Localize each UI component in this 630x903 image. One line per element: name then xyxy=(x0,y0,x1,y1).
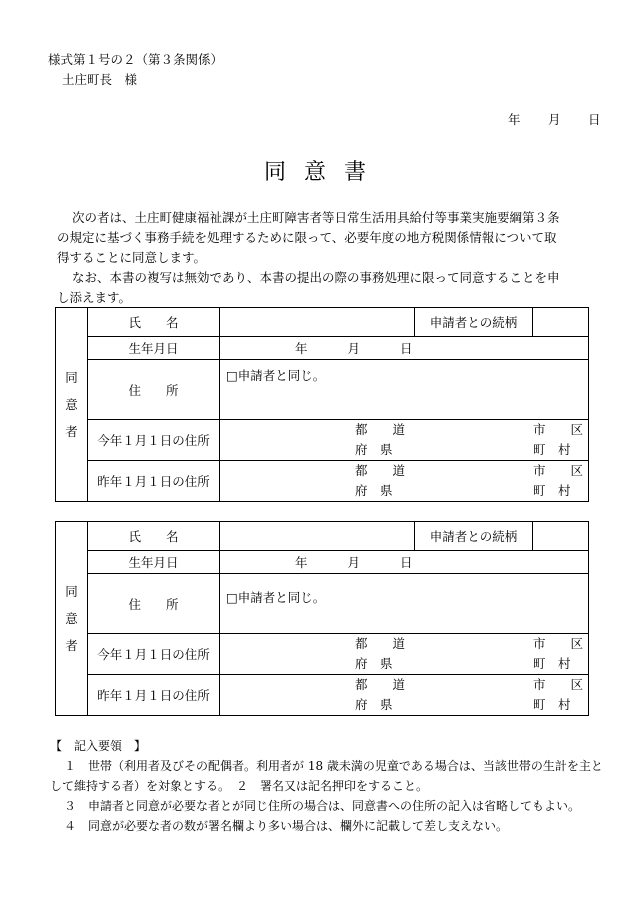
name-field[interactable] xyxy=(220,308,415,337)
this-year-address-label: 今年１月１日の住所 xyxy=(88,634,220,675)
date-month: 月 xyxy=(548,112,561,127)
this-year-address-field[interactable]: 都 道 府 県 市 区 町 村 xyxy=(220,420,589,461)
address-label: 住 所 xyxy=(88,360,220,420)
para2-line2: し添えます。 xyxy=(57,290,132,305)
name-label: 氏 名 xyxy=(88,522,220,551)
date-day: 日 xyxy=(588,112,601,127)
this-year-address-label: 今年１月１日の住所 xyxy=(88,420,220,461)
same-as-applicant-checkbox[interactable]: □申請者と同じ。 xyxy=(226,590,326,605)
last-year-address-label: 昨年１月１日の住所 xyxy=(88,461,220,502)
birth-field[interactable]: 年 月 日 xyxy=(220,337,589,360)
name-label: 氏 名 xyxy=(88,308,220,337)
relation-field[interactable] xyxy=(533,522,589,551)
relation-label: 申請者との続柄 xyxy=(415,522,533,551)
birth-label: 生年月日 xyxy=(88,337,220,360)
same-as-applicant-checkbox[interactable]: □申請者と同じ。 xyxy=(226,368,326,383)
relation-field[interactable] xyxy=(533,308,589,337)
instruction-item-1: １ 世帯（利用者及びその配偶者。利用者が 18 歳未満の児童である場合は、当該世帯の生計を主と xyxy=(64,759,603,773)
birth-field[interactable]: 年 月 日 xyxy=(220,551,589,574)
last-year-address-field[interactable]: 都 道 府 県 市 区 町 村 xyxy=(220,675,589,716)
relation-label: 申請者との続柄 xyxy=(415,308,533,337)
addressee: 土庄町長 様 xyxy=(62,72,138,87)
date-year: 年 xyxy=(508,112,521,127)
instruction-item-4: ４ 同意が必要な者の数が署名欄より多い場合は、欄外に記載して差し支えない。 xyxy=(64,819,509,833)
name-field[interactable] xyxy=(220,522,415,551)
address-label: 住 所 xyxy=(88,574,220,634)
address-field[interactable] xyxy=(220,574,589,634)
consent-paragraph-1 xyxy=(57,208,617,308)
consenter-side-label: 同 意 者 xyxy=(56,308,88,502)
birth-label: 生年月日 xyxy=(88,551,220,574)
page-title: 同意書 xyxy=(263,160,384,185)
para1-line2: の規定に基づく事務手続を処理するために限って、必要年度の地方税関係情報について取 xyxy=(57,230,557,245)
consenter-table-2 xyxy=(55,521,589,716)
para1-line3: 得することに同意します。 xyxy=(57,250,207,265)
instructions xyxy=(50,736,610,836)
para1-line1: 次の者は、土庄町健康福祉課が土庄町障害者等日常生活用具給付等事業実施要綱第３条 xyxy=(72,210,560,225)
form-number: 様式第１号の２（第３条関係） xyxy=(48,52,224,67)
last-year-address-label: 昨年１月１日の住所 xyxy=(88,675,220,716)
instruction-item-1-cont: して維持する者）を対象とする。 ２ 署名又は記名押印をすること。 xyxy=(50,779,429,793)
consenter-side-label: 同 意 者 xyxy=(56,522,88,716)
last-year-address-field[interactable]: 都 道 府 県 市 区 町 村 xyxy=(220,461,589,502)
instruction-item-3: ３ 申請者と同意が必要な者とが同じ住所の場合は、同意書への住所の記入は省略してもよい。 xyxy=(64,799,581,813)
instructions-heading: 【 記入要領 】 xyxy=(50,739,147,753)
address-field[interactable] xyxy=(220,360,589,420)
this-year-address-field[interactable]: 都 道 府 県 市 区 町 村 xyxy=(220,634,589,675)
para2-line1: なお、本書の複写は無効であり、本書の提出の際の事務処理に限って同意することを申 xyxy=(72,270,560,285)
consenter-table-1 xyxy=(55,307,589,502)
